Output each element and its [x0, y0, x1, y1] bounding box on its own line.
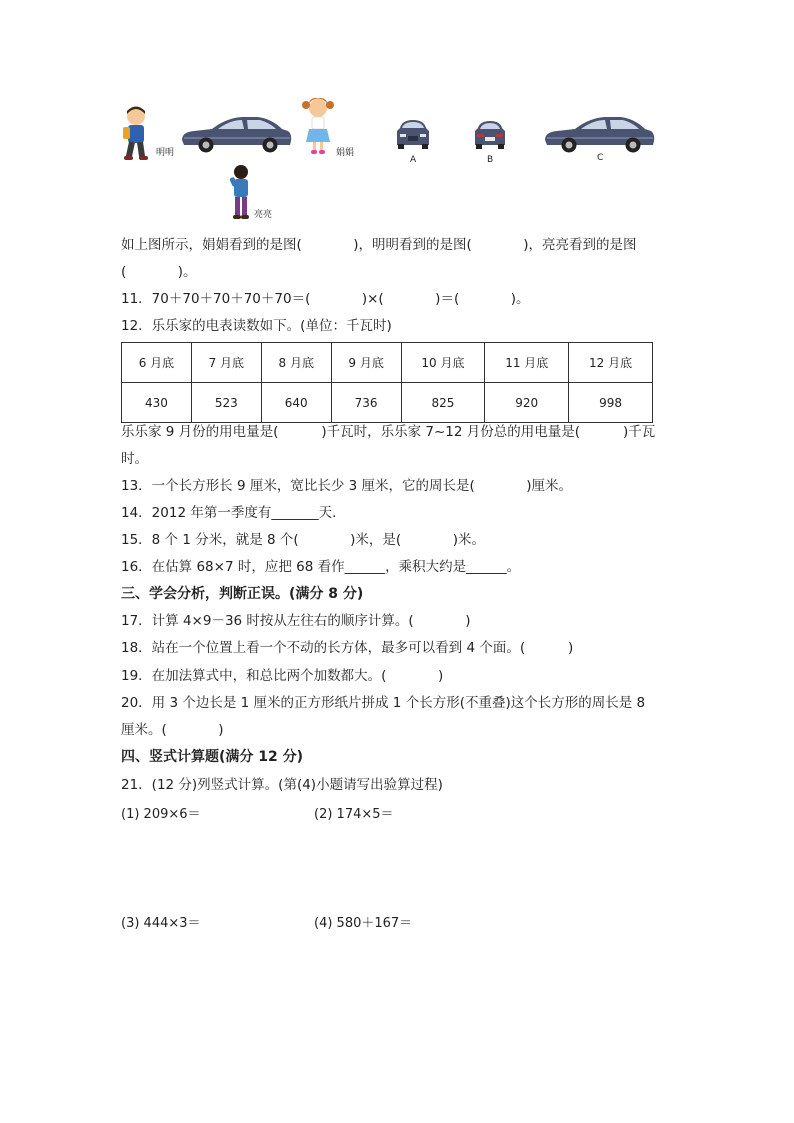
question-21: 21．(12 分)列竖式计算。(第(4)小题请写出验算过程) — [121, 777, 443, 793]
question-10-line-1: 如上图所示，娟娟看到的是图( )，明明看到的是图( )，亮亮看到的是图 — [121, 237, 637, 253]
girl-juanjuan-figure — [301, 96, 335, 156]
label-mingming: 明明 — [156, 148, 175, 158]
label-a: A — [410, 155, 417, 165]
question-12-answer-line-2: 时。 — [121, 451, 148, 467]
question-18: 18．站在一个位置上看一个不动的长方体，最多可以看到 4 个面。( ) — [121, 640, 574, 656]
car-view-c — [541, 114, 657, 154]
label-juanjuan: 娟娟 — [336, 148, 355, 158]
question-12: 12．乐乐家的电表读数如下。(单位：千瓦时) — [121, 318, 392, 334]
table-header-cell: 6 月底 — [122, 343, 192, 383]
question-21-part-2: (2) 174×5＝ — [314, 807, 394, 822]
label-c: C — [597, 153, 604, 163]
section-3-heading: 三、学会分析，判断正误。(满分 8 分) — [121, 586, 364, 602]
question-17: 17．计算 4×9－36 时按从左往右的顺序计算。( ) — [121, 613, 471, 629]
table-cell: 920 — [485, 383, 569, 423]
question-10-line-2: ( )。 — [121, 264, 197, 280]
table-cell: 825 — [401, 383, 485, 423]
question-20-line-1: 20．用 3 个边长是 1 厘米的正方形纸片拼成 1 个长方形(不重叠)这个长方形的周长是 8 — [121, 695, 646, 711]
car-side-view-left — [178, 114, 294, 154]
label-liangliang: 亮亮 — [254, 210, 273, 220]
question-11: 11．70＋70＋70＋70＋70＝( )×( )＝( )。 — [121, 291, 530, 307]
boy-liangliang-figure — [228, 163, 254, 221]
section-4-heading: 四、竖式计算题(满分 12 分) — [121, 749, 304, 765]
table-header-cell: 8 月底 — [261, 343, 331, 383]
table-cell: 430 — [122, 383, 192, 423]
table-header-cell: 9 月底 — [331, 343, 401, 383]
question-15: 15．8 个 1 分米，就是 8 个( )米，是( )米。 — [121, 532, 485, 548]
question-16: 16．在估算 68×7 时，应把 68 看作______，乘积大约是______。 — [121, 559, 521, 575]
table-header-row — [122, 343, 653, 383]
table-header-cell: 10 月底 — [401, 343, 485, 383]
car-view-a — [394, 118, 432, 150]
question-14: 14．2012 年第一季度有_______天． — [121, 505, 346, 521]
question-19: 19．在加法算式中，和总比两个加数都大。( ) — [121, 668, 444, 684]
table-header-cell: 7 月底 — [191, 343, 261, 383]
question-20-line-2: 厘米。( ) — [121, 722, 224, 738]
question-13: 13．一个长方形长 9 厘米，宽比长少 3 厘米，它的周长是( )厘米。 — [121, 478, 573, 494]
table-header-cell: 11 月底 — [485, 343, 569, 383]
question-21-part-4: (4) 580＋167＝ — [314, 916, 413, 931]
table-row — [122, 383, 653, 423]
label-b: B — [487, 155, 494, 165]
table-cell: 998 — [569, 383, 653, 423]
table-cell: 736 — [331, 383, 401, 423]
question-21-part-1: (1) 209×6＝ — [121, 807, 201, 822]
meter-reading-table — [121, 342, 653, 423]
question-12-answer-line-1: 乐乐家 9 月份的用电量是( )千瓦时，乐乐家 7~12 月份总的用电量是( )千瓦 — [121, 424, 656, 440]
table-cell: 523 — [191, 383, 261, 423]
table-header-cell: 12 月底 — [569, 343, 653, 383]
car-view-b — [472, 118, 508, 150]
question-21-part-3: (3) 444×3＝ — [121, 916, 201, 931]
boy-mingming-figure — [119, 104, 155, 162]
table-cell: 640 — [261, 383, 331, 423]
